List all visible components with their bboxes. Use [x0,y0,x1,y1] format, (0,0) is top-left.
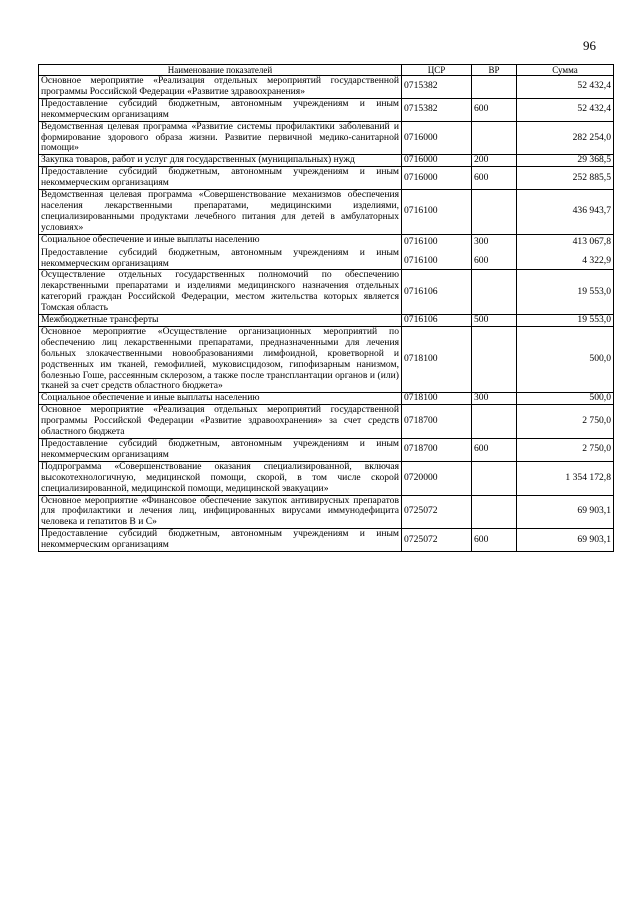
row-vr [472,76,517,99]
row-name: Основное мероприятие «Финансовое обеспечение закупок антивирусных препаратов для профилактики и лечения лиц, инфицированных вирусами иммунодефицита человека и гепатитов В и С» [39,495,402,529]
row-sum: 436 943,7 [517,190,614,235]
row-name: Ведомственная целевая программа «Развитие системы профилактики заболеваний и формирование здорового образа жизни. Развитие первичной медико-санитарной помощи» [39,121,402,155]
row-name: Межбюджетные трансферты [39,315,402,327]
row-vr [472,270,517,315]
row-sum: 2 750,0 [517,405,614,439]
row-csr: 0718100 [402,326,472,392]
combined-row-name: Социальное обеспечение и иные выплаты населению [41,233,260,245]
row-csr: 0716106 [402,315,472,327]
budget-table [38,64,614,552]
table-row [39,167,614,190]
row-csr: 0720000 [402,461,472,495]
header-vr: ВР [472,65,517,76]
combined-row-csr [402,234,472,270]
row-name: Основное мероприятие «Осуществление организационных мероприятий по обеспечению лиц лекарственными препаратами, предназначенными для лечения больных злокачественными новообразованиями лимфоидной, кроветворной и родственных им тканей, гемофилией, муковисцидозом, гипофизарным нанизмом, болезнью Гоше, рассеянным склерозом, а также после трансплантации органов и (или) тканей за счет средств областного бюджета» [39,326,402,392]
row-name: Осуществление отдельных государственных полномочий по обеспечению лекарственными препаратами и изделиями медицинского назначения отдельных категорий граждан Российской Федерации, местом жительства которых является Томская область [39,270,402,315]
header-sum: Сумма [517,65,614,76]
row-vr: 200 [472,155,517,167]
row-vr [472,495,517,529]
combined-row-csr-value: 0716100 [404,236,438,248]
table-row [39,405,614,439]
row-csr: 0718700 [402,405,472,439]
row-csr: 0718100 [402,393,472,405]
combined-row-csr-value: 0716100 [404,255,438,267]
row-vr [472,405,517,439]
row-name: Предоставление субсидий бюджетным, автономным учреждениям и иным некоммерческим организациям [39,529,402,552]
table-row [39,121,614,155]
row-sum: 69 903,1 [517,495,614,529]
header-row [39,65,614,76]
combined-row-vr [472,234,517,270]
row-vr: 600 [472,529,517,552]
table-header [39,65,614,76]
combined-row-vr-value: 300 [474,236,489,248]
row-csr: 0725072 [402,495,472,529]
row-sum: 69 903,1 [517,529,614,552]
header-csr: ЦСР [402,65,472,76]
row-vr [472,190,517,235]
row-name: Закупка товаров, работ и услуг для государственных (муниципальных) нужд [39,155,402,167]
row-vr [472,461,517,495]
row-sum: 282 254,0 [517,121,614,155]
combined-row-vr-value: 600 [474,255,489,267]
row-name: Основное мероприятие «Реализация отдельных мероприятий государственной программы Российской Федерации «Развитие здравоохранения» [39,76,402,99]
table-row [39,439,614,462]
table-row [39,270,614,315]
table-row [39,495,614,529]
combined-row-sum-value: 413 067,8 [572,236,611,248]
row-name: Основное мероприятие «Реализация отдельных мероприятий государственной программы Российской Федерации «Развитие здравоохранения» за счет средств областного бюджета [39,405,402,439]
row-sum: 1 354 172,8 [517,461,614,495]
row-sum: 252 885,5 [517,167,614,190]
table-row [39,529,614,552]
row-vr: 600 [472,98,517,121]
row-sum: 19 553,0 [517,270,614,315]
row-csr: 0716106 [402,270,472,315]
table-row [39,155,614,167]
row-vr [472,121,517,155]
table-body [39,76,614,552]
row-csr: 0716100 [402,190,472,235]
row-csr: 0718700 [402,439,472,462]
row-name: Социальное обеспечение и иные выплаты населению [39,393,402,405]
row-name: Ведомственная целевая программа «Совершенствование механизмов обеспечения населения лекарственными препаратами, медицинскими изделиями, специализированными продуктами лечебного питания для детей в амбулаторных условиях» [39,190,402,235]
row-vr: 500 [472,315,517,327]
row-sum: 19 553,0 [517,315,614,327]
row-vr [472,326,517,392]
row-vr: 600 [472,167,517,190]
header-name: Наименование показателей [39,65,402,76]
row-csr: 0716000 [402,167,472,190]
table-row [39,326,614,392]
table-row [39,461,614,495]
row-name: Предоставление субсидий бюджетным, автономным учреждениям и иным некоммерческим организациям [39,439,402,462]
row-name: Предоставление субсидий бюджетным, автономным учреждениям и иным некоммерческим организациям [39,167,402,190]
table-row [39,393,614,405]
table-row [39,190,614,235]
table-row [39,98,614,121]
table-row [39,76,614,99]
row-sum: 500,0 [517,393,614,405]
row-csr: 0715382 [402,98,472,121]
combined-row-names [39,234,402,270]
combined-row-name: Предоставление субсидий бюджетным, автономным учреждениям и иным некоммерческим организациям [41,246,399,269]
row-csr: 0715382 [402,76,472,99]
row-name: Предоставление субсидий бюджетным, автономным учреждениям и иным некоммерческим организациям [39,98,402,121]
combined-row-sum [517,234,614,270]
row-sum: 52 432,4 [517,98,614,121]
row-csr: 0725072 [402,529,472,552]
row-sum: 52 432,4 [517,76,614,99]
row-vr: 300 [472,393,517,405]
row-sum: 29 368,5 [517,155,614,167]
combined-row-sum-value: 4 322,9 [582,255,611,267]
table-row-combined [39,234,614,270]
row-name: Подпрограмма «Совершенствование оказания специализированной, включая высокотехнологичную, медицинской помощи, скорой, в том числе скорой специализированной, медицинской помощи, медицинской эвакуации» [39,461,402,495]
row-sum: 2 750,0 [517,439,614,462]
row-csr: 0716000 [402,121,472,155]
page-number: 96 [583,38,596,53]
row-vr: 600 [472,439,517,462]
table-row [39,315,614,327]
row-csr: 0716000 [402,155,472,167]
row-sum: 500,0 [517,326,614,392]
